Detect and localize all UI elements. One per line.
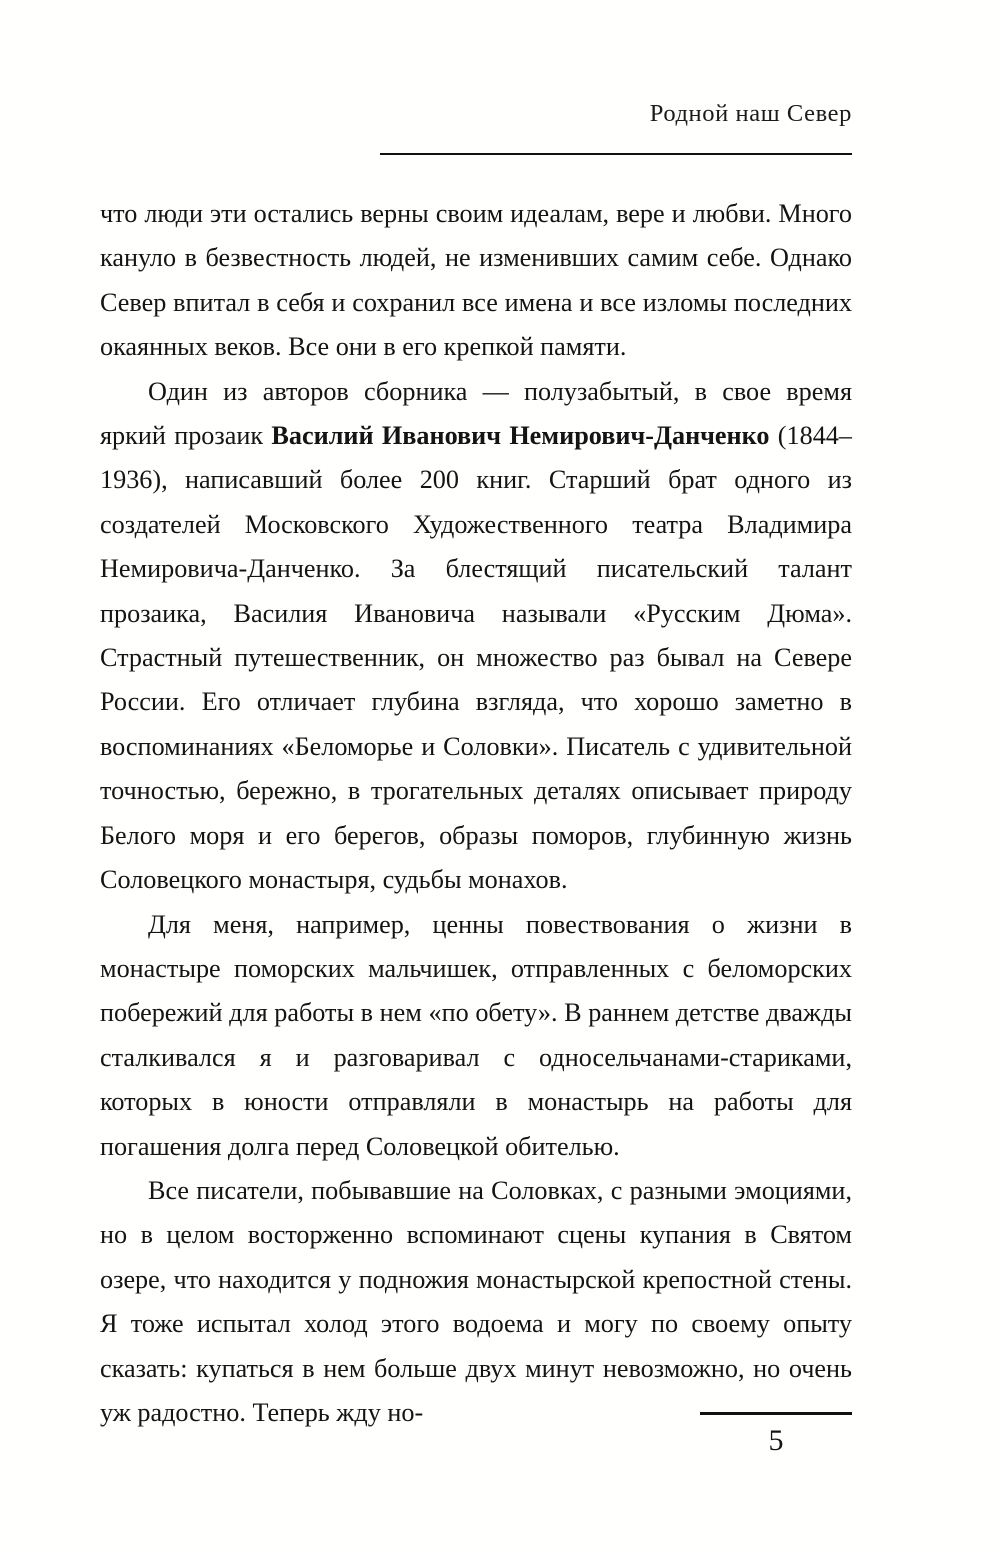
footer-divider: [700, 1412, 852, 1415]
running-head-title: Родной наш Север: [649, 100, 852, 127]
paragraph: Один из авторов сборника — полузабытый, в свое время яркий прозаик Василий Иванович Немирович-Данченко (1844–1936), написавший более 200 книг. Старший брат одного из создателей Московского Художественного театра Владимира Немировича-Данченко. За блестящий писательский талант прозаика, Василия Ивановича называли «Русским Дюма». Страстный путешественник, он множество раз бывал на Севере России. Его отличает глубина взгляда, что хорошо заметно в воспоминаниях «Беломорье и Соловки». Писатель с удивительной точностью, бережно, в трогательных деталях описывает природу Белого моря и его берегов, образы поморов, глубинную жизнь Соловецкого монастыря, судьбы монахов.: [100, 376, 852, 895]
paragraph: Все писатели, побывавшие на Соловках, с разными эмоциями, но в целом восторженно вспоминают сцены купания в Святом озере, что находится у подножия монастырской крепостной стены. Я тоже испытал холод этого водоема и могу по своему опыту сказать: купаться в нем больше двух минут невозможно, но очень уж радостно. Теперь жду но-: [100, 1175, 852, 1427]
paragraph: Для меня, например, ценны повествования о жизни в монастыре поморских мальчишек, отправленных с беломорских побережий для работы в нем «по обету». В раннем детстве дважды сталкивался я и разговаривал с односельчанами-стариками, которых в юности отправляли в монастырь на работы для погашения долга перед Соловецкой обителью.: [100, 909, 852, 1161]
paragraph: что люди эти остались верны своим идеалам, вере и любви. Много кануло в безвестность людей, не изменивших самим себе. Однако Север впитал в себя и сохранил все имена и все изломы последних окаянных веков. Все они в его крепкой памяти.: [100, 199, 852, 362]
page-number: 5: [768, 1424, 784, 1457]
header-divider: [380, 153, 852, 155]
running-head: [100, 100, 852, 128]
page-body: [100, 192, 852, 1435]
